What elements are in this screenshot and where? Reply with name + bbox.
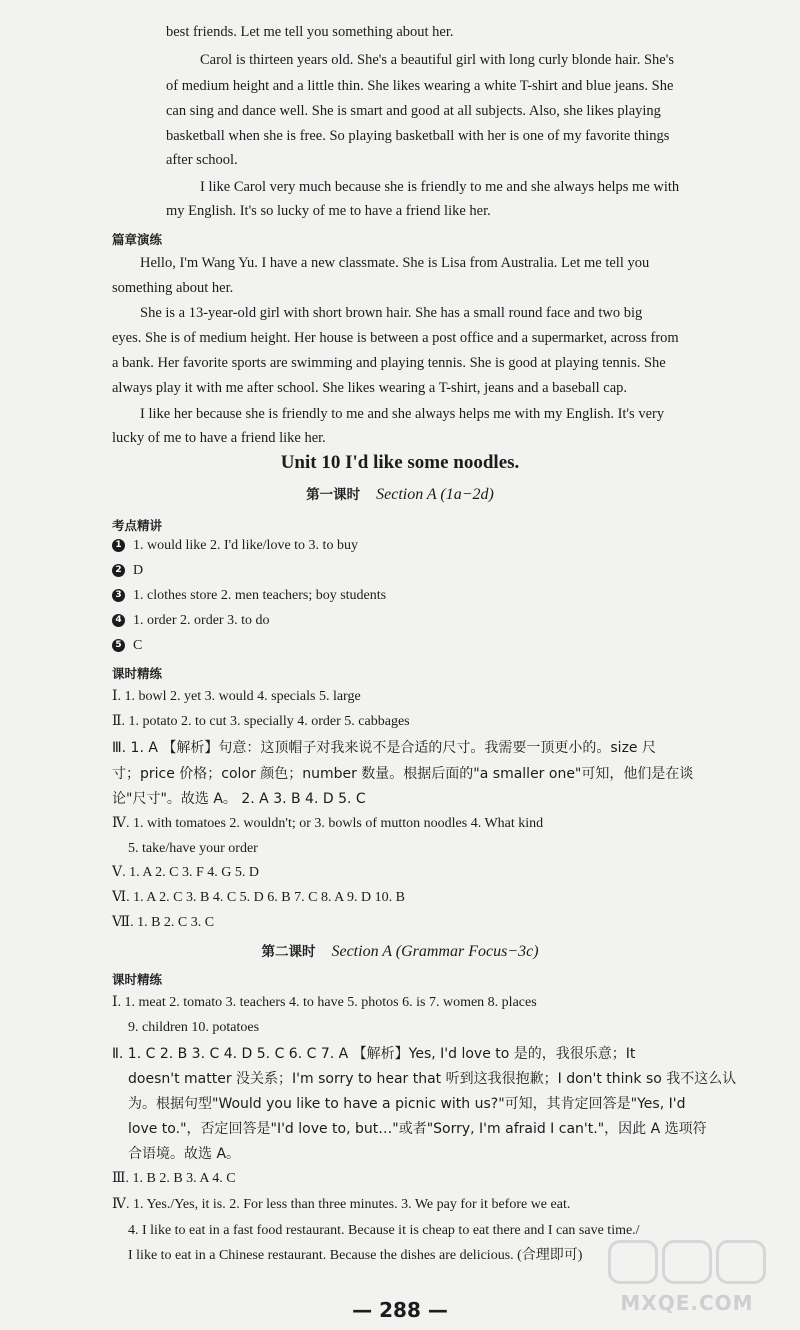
passage2-line-1: Hello, I'm Wang Yu. I have a new classmate. She is Lisa from Australia. Let me tell you <box>140 255 650 271</box>
l1-answer-6: Ⅳ. 1. with tomatoes 2. wouldn't; or 3. bowls of mutton noodles 4. What kind <box>112 816 544 831</box>
l1-answer-3: Ⅲ. 1. A 【解析】句意：这顶帽子对我来说不是合适的尺寸。我需要一顶更小的。size 尺 <box>112 740 656 756</box>
kaodian-text-4: 1. order 2. order 3. to do <box>133 613 270 628</box>
passage2-line-6: always play it with me after school. She likes wearing a T-shirt, jeans and a baseball cap. <box>112 380 628 396</box>
passage2-line-7: I like her because she is friendly to me and she always helps me with my English. It's very <box>140 406 665 422</box>
watermark-logo <box>592 1240 782 1320</box>
kaodian-item-5 <box>112 634 142 658</box>
l1-answer-5: 论"尺寸"。故选 A。 2. A 3. B 4. D 5. C <box>112 791 366 807</box>
kaodian-text-5: C <box>133 638 143 653</box>
lesson1-en: Section A (1a−2d) <box>376 486 494 503</box>
l2-answer-2: 9. children 10. potatoes <box>128 1020 260 1035</box>
l1-answer-4: 寸；price 价格；color 颜色；number 数量。根据后面的"a smaller one"可知，他们是在谈 <box>112 766 694 782</box>
l2-answer-6: love to."，否定回答是"I'd love to, but…"或者"Sorry, I'm afraid I can't."，因此 A 选项符 <box>128 1121 707 1137</box>
number-badge: 3 <box>112 589 125 602</box>
kaodian-text-3: 1. clothes store 2. men teachers; boy students <box>133 588 387 603</box>
unit-title: Unit 10 I'd like some noodles. <box>280 452 520 473</box>
lesson1-cn: 第一课时 <box>306 487 361 503</box>
section-heading-pianzhang: 篇章演练 <box>112 232 163 247</box>
passage1-line-6: after school. <box>166 152 238 168</box>
lesson2-cn: 第二课时 <box>261 944 316 960</box>
l2-answer-8: Ⅲ. 1. B 2. B 3. A 4. C <box>112 1171 236 1186</box>
number-badge: 1 <box>112 539 125 552</box>
lesson2-title <box>0 940 800 961</box>
l2-answer-1: Ⅰ. 1. meat 2. tomato 3. teachers 4. to have 5. photos 6. is 7. women 8. places <box>112 995 537 1010</box>
passage2-line-3: She is a 13-year-old girl with short brown hair. She has a small round face and two big <box>140 305 643 321</box>
l1-answer-1: Ⅰ. 1. bowl 2. yet 3. would 4. specials 5. large <box>112 689 361 704</box>
l1-answer-8: Ⅴ. 1. A 2. C 3. F 4. G 5. D <box>112 865 260 880</box>
passage1-line-7: I like Carol very much because she is friendly to me and she always helps me with <box>200 179 680 195</box>
keshi-heading-2: 课时精练 <box>112 972 163 987</box>
l2-answer-10: 4. I like to eat in a fast food restaurant. Because it is cheap to eat there and I can save time./ <box>128 1223 640 1238</box>
kaodian-item-3 <box>112 584 386 608</box>
kaodian-item-2 <box>112 559 143 583</box>
passage2-line-8: lucky of me to have a friend like her. <box>112 430 326 446</box>
passage1-line-4: can sing and dance well. She is smart and good at all subjects. Also, she likes playing <box>166 103 661 119</box>
passage1-line-5: basketball when she is free. So playing basketball with her is one of my favorite things <box>166 128 670 144</box>
kaodian-text-1: 1. would like 2. I'd like/love to 3. to buy <box>133 538 358 553</box>
watermark-box-icon <box>608 1240 658 1284</box>
l1-answer-7: 5. take/have your order <box>128 841 258 856</box>
l1-answer-2: Ⅱ. 1. potato 2. to cut 3. specially 4. order 5. cabbages <box>112 714 410 729</box>
l2-answer-11: I like to eat in a Chinese restaurant. Because the dishes are delicious. (合理即可) <box>128 1248 583 1263</box>
l1-answer-10: Ⅶ. 1. B 2. C 3. C <box>112 915 215 930</box>
kaodian-item-1 <box>112 534 358 558</box>
watermark-url: MXQE.COM <box>620 1291 754 1315</box>
passage1-line-3: of medium height and a little thin. She likes wearing a white T-shirt and blue jeans. She <box>166 78 674 94</box>
kaodian-heading: 考点精讲 <box>112 518 163 533</box>
l2-answer-5: 为。根据句型"Would you like to have a picnic with us?"可知，其肯定回答是"Yes, I'd <box>128 1096 686 1112</box>
passage1-line-2: Carol is thirteen years old. She's a beautiful girl with long curly blonde hair. She's <box>200 52 674 68</box>
l2-answer-9: Ⅳ. 1. Yes./Yes, it is. 2. For less than three minutes. 3. We pay for it before we eat. <box>112 1197 571 1212</box>
lesson2-en: Section A (Grammar Focus−3c) <box>331 943 539 960</box>
number-badge: 4 <box>112 614 125 627</box>
passage2-line-2: something about her. <box>112 280 234 296</box>
kaodian-item-4 <box>112 609 269 633</box>
page-number: — 288 — <box>352 1298 448 1322</box>
watermark-box-icon <box>662 1240 712 1284</box>
number-badge: 5 <box>112 639 125 652</box>
kaodian-text-2: D <box>133 563 144 578</box>
keshi-heading-1: 课时精练 <box>112 666 163 681</box>
l1-answer-9: Ⅵ. 1. A 2. C 3. B 4. C 5. D 6. B 7. C 8. A 9. D 10. B <box>112 890 405 905</box>
passage2-line-5: a bank. Her favorite sports are swimming and playing tennis. She is good at playing tennis. She <box>112 355 666 371</box>
l2-answer-4: doesn't matter 没关系；I'm sorry to hear that 听到这我很抱歉；I don't think so 我不这么认 <box>128 1071 737 1087</box>
l2-answer-7: 合语境。故选 A。 <box>128 1146 241 1162</box>
l2-answer-3: Ⅱ. 1. C 2. B 3. C 4. D 5. C 6. C 7. A 【解析】Yes, I'd love to 是的，我很乐意；It <box>112 1046 636 1062</box>
passage2-line-4: eyes. She is of medium height. Her house is between a post office and a supermarket, across from <box>112 330 679 346</box>
lesson1-title <box>0 483 800 504</box>
watermark-box-icon <box>716 1240 766 1284</box>
passage1-line-8: my English. It's so lucky of me to have a friend like her. <box>166 203 491 219</box>
number-badge: 2 <box>112 564 125 577</box>
passage1-line-1: best friends. Let me tell you something about her. <box>166 24 454 40</box>
